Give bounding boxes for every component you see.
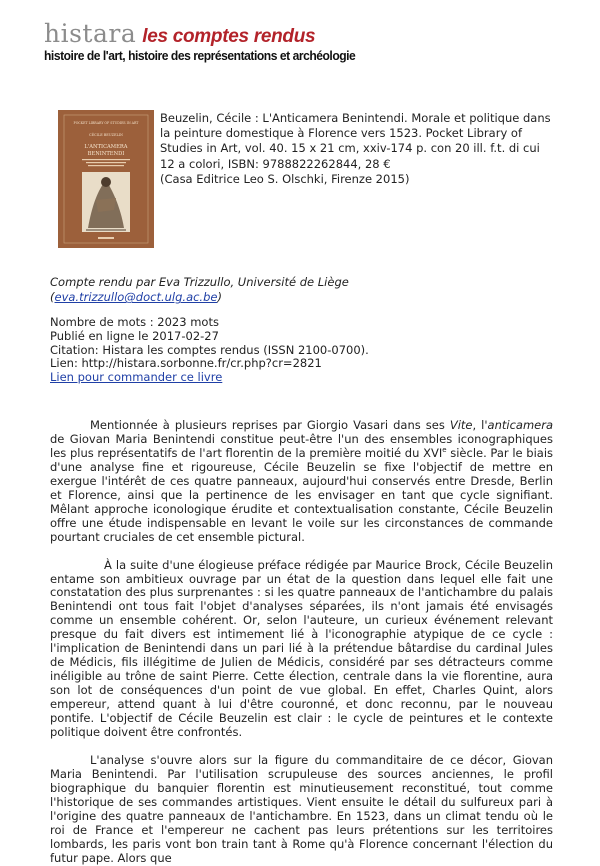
p1-text-c: de Giovan Maria Benintendi constitue peut-être l'un des ensembles iconographiques les plus représentatifs de l'art florentin de la première moitié du XVI [50, 431, 553, 460]
cover-title-line-2: BENINTENDI [87, 151, 125, 157]
site-logo-name[interactable]: histara [44, 19, 137, 48]
cover-author-text: CÉCILE BEUZELIN [88, 133, 124, 137]
book-cover-image [58, 110, 154, 248]
p1-text-a: Mentionnée à plusieurs reprises par Giorgio Vasari dans ses [90, 418, 450, 432]
cover-title-line-1: L'ANTICAMERA [84, 144, 128, 150]
brand-line [44, 20, 564, 48]
citation-line: Studies in Art, vol. 40. 15 x 21 cm, xxiv-174 p. con 20 ill. f.t. di cui [160, 141, 540, 156]
p1-text-b: , l' [472, 418, 488, 432]
book-cover-art [58, 110, 154, 248]
reviewer-email-link[interactable]: eva.trizzullo@doct.ulg.ac.be [54, 290, 218, 305]
email-paren-close: ) [217, 290, 222, 305]
masthead [44, 20, 564, 63]
review-credit [50, 275, 550, 305]
paragraph-1 [50, 419, 553, 545]
p1-superscript: e [442, 446, 447, 455]
paragraph-2: À la suite d'une élogieuse préface rédigée par Maurice Brock, Cécile Beuzelin entame son ambitieux ouvrage par un état de la question dans lequel elle fait une constatation des plus surprenantes : si les quatre panneaux de l'antichambre du palais Benintendi ont tous fait l'objet d'analyses séparées, ils n'ont jamais été envisagés comme un ensemble cohérent. Or, selon l'auteure, un curieux événement relevant presque du fait divers est intimement lié à l'iconographie atypique de ce cycle : l'implication de Benintendi dans un pari lié à la prétendue bâtardise du cardinal Jules de Médicis, fils illégitime de Julien de Médicis, considéré par ses détracteurs comme inéligible au trône de saint Pierre. Cette élection, centrale dans la vie florentine, aura son lot de conséquences d'un point de vue global. En effet, Charles Quint, alors empereur, attend quant à lui d'être couronné, et donc reconnu, par le nouveau pontife. L'objectif de Cécile Beuzelin est clair : le cycle de peintures et le contexte politique doivent être confrontés. [50, 557, 553, 740]
p1-italic-vite: Vite [449, 418, 473, 432]
email-paren-open: ( [50, 290, 55, 305]
reviewer-email-line [50, 290, 550, 305]
citation-line: la peinture domestique à Florence vers 1523. Pocket Library of [160, 126, 522, 141]
permalink: Lien: http://histara.sorbonne.fr/cr.php?cr=2821 [50, 356, 322, 371]
citation-line: (Casa Editrice Leo S. Olschki, Firenze 2015) [160, 171, 410, 186]
order-book-link[interactable]: Lien pour commander ce livre [50, 370, 223, 385]
site-logo-tagline[interactable]: les comptes rendus [142, 26, 316, 47]
paragraph-3: L'analyse s'ouvre alors sur la figure du commanditaire de ce décor, Giovan Maria Benintendi. Par l'utilisation scrupuleuse des sources anciennes, le profil biographique du banquier florentin est minutieusement reconstitué, tout comme l'historique de ses commandes artistiques. Vient ensuite le détail du sulfureux pari à l'origine des quatre panneaux de l'antichambre. En 1523, dans un climat tendu où le roi de France et l'empereur ne cachent pas leurs prétentions sur les territoires lombards, les paris vont bon train tant à Rome qu'à Florence concernant l'élection du futur pape. Alors que [50, 752, 553, 865]
review-meta [50, 316, 570, 385]
p1-text-d: siècle. Par le biais d'une analyse fine et rigoureuse, Cécile Beuzelin se fixe l'objectif de mettre en exergue l'intérêt de ces quatre panneaux, aujourd'hui conservés entre Dresde, Berlin et Florence, ainsi que la pertinence de les envisager en tant que cycle signifiant. Mêlant approche iconologique érudite et contextualisation constante, Cécile Beuzelin offre une étude indispensable en levant le voile sur les circonstances de commande pourtant cruciales de cet ensemble pictural. [50, 445, 554, 544]
site-subtitle: histoire de l'art, histoire des représentations et archéologie [44, 48, 356, 63]
citation-line: Beuzelin, Cécile : L'Anticamera Benintendi. Morale et politique dans [160, 111, 551, 125]
review-body [50, 419, 553, 866]
cover-series-text: POCKET LIBRARY OF STUDIES IN ART [73, 121, 139, 125]
citation-line: 12 a colori, ISBN: 9788822262844, 28 € [160, 156, 391, 171]
publication-date: Publié en ligne le 2017-02-27 [50, 328, 219, 343]
reviewer-credit: Compte rendu par Eva Trizzullo, Université de Liège [50, 275, 349, 289]
word-count: Nombre de mots : 2023 mots [50, 315, 219, 329]
book-citation [160, 111, 570, 187]
p1-italic-anticamera: anticamera [487, 418, 554, 432]
citation-info: Citation: Histara les comptes rendus (ISSN 2100-0700). [50, 342, 369, 357]
